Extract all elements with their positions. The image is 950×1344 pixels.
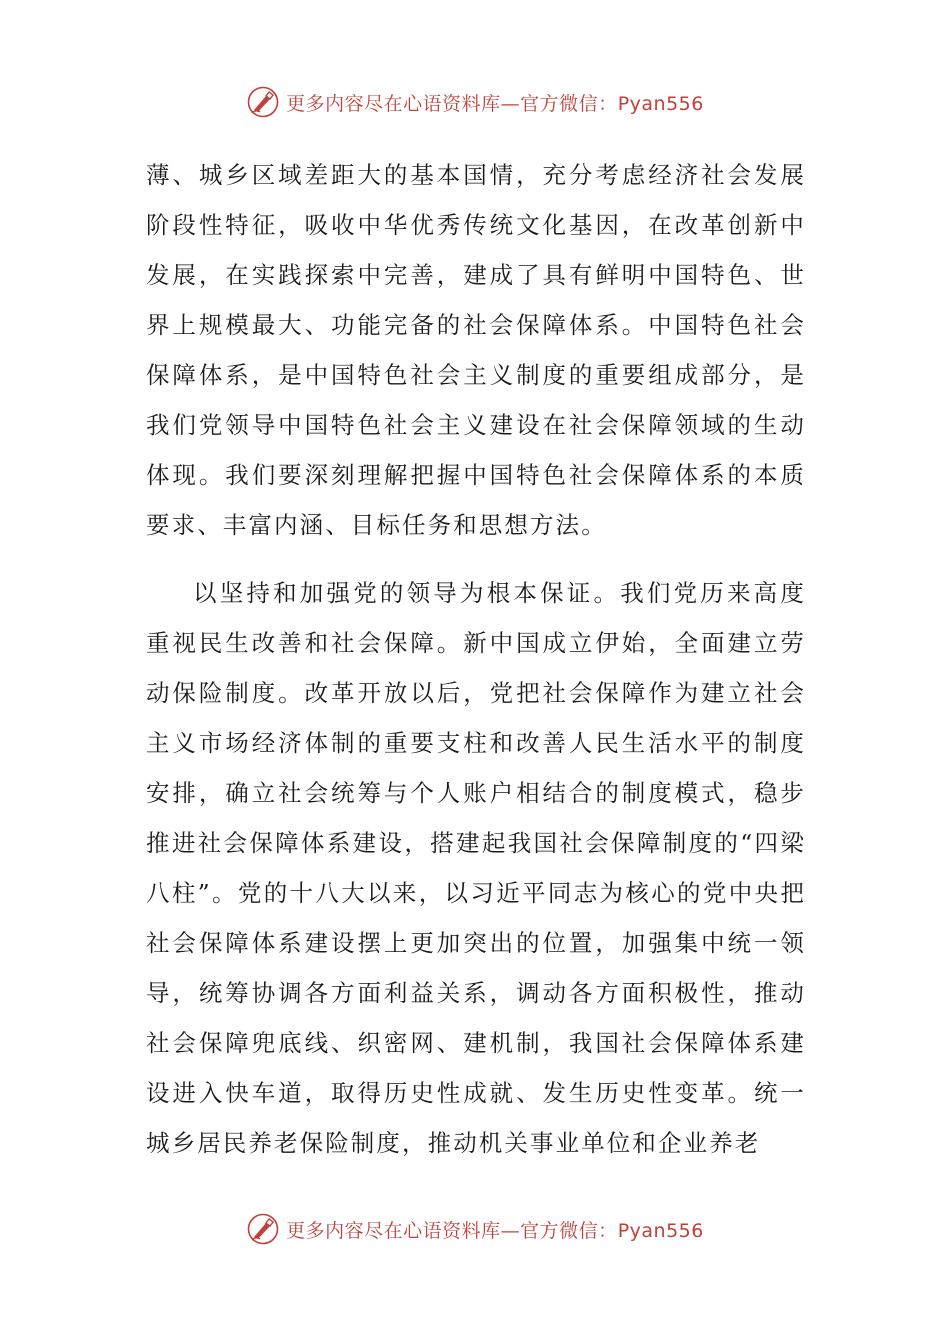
footer-brand: 更多内容尽在心语资料库 bbox=[286, 1219, 501, 1242]
header-brand: 更多内容尽在心语资料库 bbox=[286, 92, 501, 115]
pen-nib-logo-icon bbox=[246, 85, 280, 119]
header-banner-text bbox=[286, 89, 704, 116]
header-banner bbox=[0, 82, 950, 122]
document-body bbox=[146, 150, 806, 1168]
footer-banner bbox=[0, 1209, 950, 1249]
paragraph-1: 薄、城乡区域差距大的基本国情，充分考虑经济社会发展阶段性特征，吸收中华优秀传统文化基因，在改革创新中发展，在实践探索中完善，建成了具有鲜明中国特色、世界上规模最大、功能完备的社会保障体系。中国特色社会保障体系，是中国特色社会主义制度的重要组成部分，是我们党领导中国特色社会主义建设在社会保障领域的生动体现。我们要深刻理解把握中国特色社会保障体系的本质要求、丰富内涵、目标任务和思想方法。 bbox=[146, 161, 806, 539]
pen-nib-logo-icon bbox=[246, 1212, 280, 1246]
footer-banner-text bbox=[286, 1216, 704, 1243]
footer-wechat-label: 官方微信： bbox=[520, 1219, 618, 1242]
header-wechat-id: Pyan556 bbox=[617, 92, 704, 115]
header-wechat-label: 官方微信： bbox=[520, 92, 618, 115]
footer-wechat-id: Pyan556 bbox=[617, 1219, 704, 1242]
header-separator: — bbox=[500, 92, 521, 115]
footer-separator: — bbox=[500, 1219, 521, 1242]
paragraph-2: 以坚持和加强党的领导为根本保证。我们党历来高度重视民生改善和社会保障。新中国成立伊始，全面建立劳动保险制度。改革开放以后，党把社会保障作为建立社会主义市场经济体制的重要支柱和改善人民生活水平的制度安排，确立社会统筹与个人账户相结合的制度模式，稳步推进社会保障体系建设，搭建起我国社会保障制度的“四梁八柱”。党的十八大以来，以习近平同志为核心的党中央把社会保障体系建设摆上更加突出的位置，加强集中统一领导，统筹协调各方面利益关系，调动各方面积极性，推动社会保障兜底线、织密网、建机制，我国社会保障体系建设进入快车道，取得历史性成就、发生历史性变革。统一城乡居民养老保险制度，推动机关事业单位和企业养老 bbox=[146, 579, 806, 1157]
